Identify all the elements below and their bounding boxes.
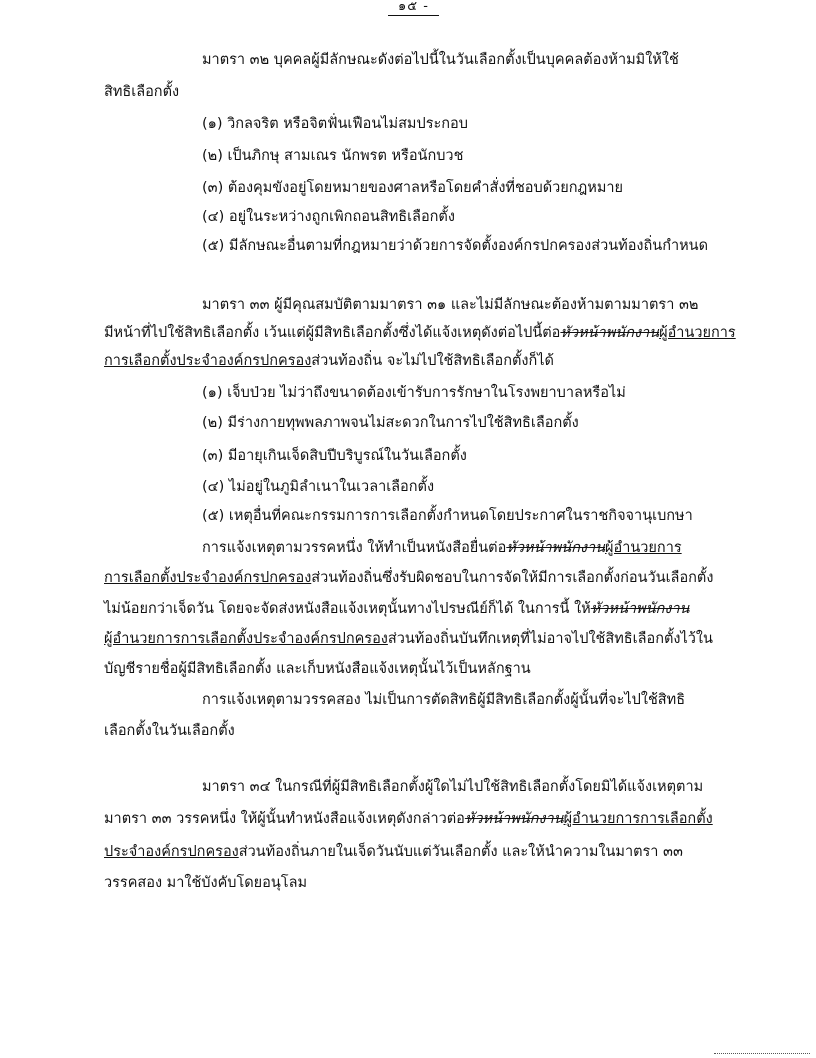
underlined-text: ผู้อำนวยการการเลือกตั้งประจำองค์กรปกครอง: [104, 631, 388, 647]
struck-text: หัวหน้าพนักงาน: [464, 811, 564, 827]
page-number: ๑๕ -: [388, 0, 439, 16]
section-33-para-2-line-5: บัญชีรายชื่อผู้มีสิทธิเลือกตั้ง และเก็บหนังสือแจ้งเหตุนั้นไว้เป็นหลักฐาน: [104, 661, 531, 677]
underlined-text: ผู้อำนวยการการเลือกตั้ง: [563, 811, 713, 827]
section-32-line-2: สิทธิเลือกตั้ง: [104, 84, 180, 100]
para-text: ไม่น้อยกว่าเจ็ดวัน โดยจะจัดส่งหนังสือแจ้งเหตุนั้นทางไปรษณีย์ก็ได้ ในการนี้ ให้: [104, 601, 591, 617]
para-text: ส่วนท้องถิ่นภายในเจ็ดวันนับแต่วันเลือกตั้ง และให้นำความในมาตรา ๓๓: [238, 844, 683, 860]
para-text: ส่วนท้องถิ่นบันทึกเหตุที่ไม่อาจไปใช้สิทธิเลือกตั้งไว้ใน: [387, 631, 713, 647]
section-33-line-3-text: ส่วนท้องถิ่น จะไม่ไปใช้สิทธิเลือกตั้งก็ได้: [311, 353, 554, 369]
section-34-line-1: มาตรา ๓๔ ในกรณีที่ผู้มีสิทธิเลือกตั้งผู้ใดไม่ไปใช้สิทธิเลือกตั้งโดยมิได้แจ้งเหตุตาม: [202, 779, 704, 795]
section-33-item-2: (๒) มีร่างกายทุพพลภาพจนไม่สะดวกในการไปใช้สิทธิเลือกตั้ง: [202, 415, 579, 431]
struck-text: หัวหน้าพนักงาน: [590, 601, 690, 617]
section-32-line-1: มาตรา ๓๒ บุคคลผู้มีลักษณะดังต่อไปนี้ในวันเลือกตั้งเป็นบุคคลต้องห้ามมิให้ใช้: [202, 52, 679, 68]
section-33-para-3-line-1: การแจ้งเหตุตามวรรคสอง ไม่เป็นการตัดสิทธิผู้มีสิทธิเลือกตั้งผู้นั้นที่จะไปใช้สิทธิ: [202, 692, 686, 708]
para-text: มาตรา ๓๓ วรรคหนึ่ง ให้ผู้นั้นทำหนังสือแจ้งเหตุดังกล่าวต่อ: [104, 811, 465, 827]
para-text: ส่วนท้องถิ่นซึ่งรับผิดชอบในการจัดให้มีการเลือกตั้งก่อนวันเลือกตั้ง: [311, 570, 714, 586]
section-33-item-5: (๕) เหตุอื่นที่คณะกรรมการการเลือกตั้งกำหนดโดยประกาศในราชกิจจานุเบกษา: [202, 508, 693, 524]
section-33-para-3-line-2: เลือกตั้งในวันเลือกตั้ง: [104, 723, 235, 739]
struck-text: หัวหน้าพนักงาน: [506, 540, 606, 556]
section-32-item-3: (๓) ต้องคุมขังอยู่โดยหมายของศาลหรือโดยคำสั่งที่ชอบด้วยกฎหมาย: [202, 180, 624, 196]
underlined-text: ผู้อำนวยการ: [659, 325, 736, 341]
section-32-item-5: (๕) มีลักษณะอื่นตามที่กฎหมายว่าด้วยการจัดตั้งองค์กรปกครองส่วนท้องถิ่นกำหนด: [202, 238, 709, 254]
section-34-line-3: [104, 842, 683, 862]
underlined-text: การเลือกตั้งประจำองค์กรปกครอง: [104, 570, 312, 586]
section-33-item-3: (๓) มีอายุเกินเจ็ดสิบปีบริบูรณ์ในวันเลือกตั้ง: [202, 448, 467, 464]
section-33-line-2-text: มีหน้าที่ไปใช้สิทธิเลือกตั้ง เว้นแต่ผู้มีสิทธิเลือกตั้งซึ่งได้แจ้งเหตุดังต่อไปนี้ต่อ: [104, 325, 561, 341]
section-33-line-2: [104, 323, 736, 343]
section-33-line-3: [104, 351, 554, 371]
section-33-item-4: (๔) ไม่อยู่ในภูมิลำเนาในเวลาเลือกตั้ง: [202, 479, 435, 495]
section-34-line-2: [104, 809, 713, 829]
section-33-para-2-line-3: [104, 599, 689, 619]
section-32-item-2: (๒) เป็นภิกษุ สามเณร นักพรต หรือนักบวช: [202, 148, 464, 164]
struck-text: หัวหน้าพนักงาน: [560, 325, 660, 341]
section-32-item-4: (๔) อยู่ในระหว่างถูกเพิกถอนสิทธิเลือกตั้ง: [202, 209, 455, 225]
underlined-text: ผู้อำนวยการ: [605, 540, 682, 556]
section-32-item-1: (๑) วิกลจริต หรือจิตฟั่นเฟือนไม่สมประกอบ: [202, 116, 468, 132]
section-33-para-2-line-1: [202, 538, 682, 558]
section-33-para-2-line-2: [104, 568, 713, 588]
section-33-item-1: (๑) เจ็บป่วย ไม่ว่าถึงขนาดต้องเข้ารับการรักษาในโรงพยาบาลหรือไม่: [202, 385, 626, 401]
para-text: การแจ้งเหตุตามวรรคหนึ่ง ให้ทำเป็นหนังสือยื่นต่อ: [202, 540, 507, 556]
scan-edge-line: [714, 1053, 810, 1054]
section-33-line-1: มาตรา ๓๓ ผู้มีคุณสมบัติตามมาตรา ๓๑ และไม่มีลักษณะต้องห้ามตามมาตรา ๓๒: [202, 297, 699, 313]
underlined-text: ประจำองค์กรปกครอง: [104, 844, 239, 860]
underlined-text: การเลือกตั้งประจำองค์กรปกครอง: [104, 353, 312, 369]
section-33-para-2-line-4: [104, 629, 713, 649]
section-34-line-4: วรรคสอง มาใช้บังคับโดยอนุโลม: [104, 875, 308, 891]
